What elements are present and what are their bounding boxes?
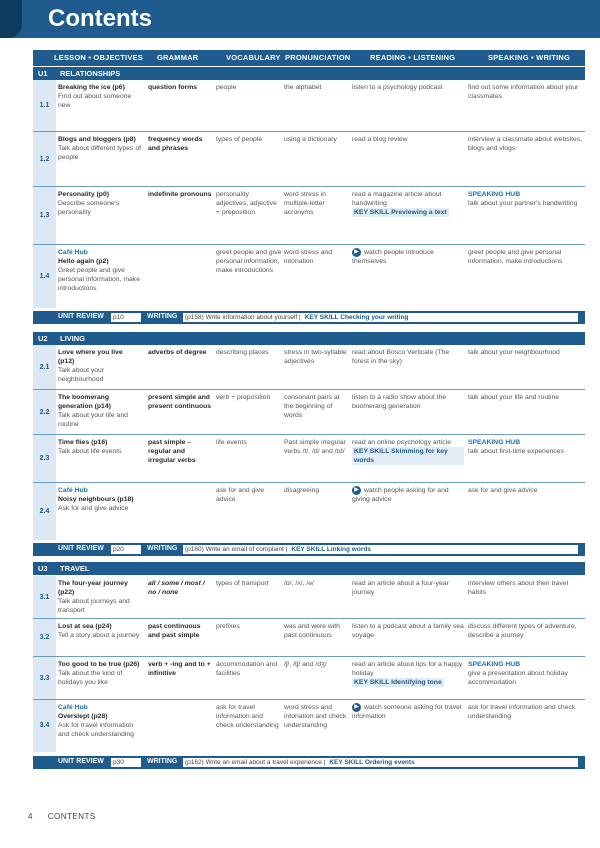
lesson-cell xyxy=(58,248,144,293)
speaking-writing-cell xyxy=(468,622,584,640)
unit-review-bar xyxy=(33,311,585,324)
reading-listening-label: watch people asking for and giving advice xyxy=(352,487,449,503)
pronunciation-text: /ɒ/, /ʌ/, /ə/ xyxy=(284,580,314,587)
pronunciation-text: word stress and intonation xyxy=(284,249,332,265)
reading-listening-cell xyxy=(352,486,464,504)
speaking-writing-cell xyxy=(468,486,584,495)
footer-label: CONTENTS xyxy=(47,812,96,821)
speaking-text: ask for and give advice xyxy=(468,487,538,494)
reading-listening-cell xyxy=(352,348,464,366)
lesson-number: 1.4 xyxy=(33,245,56,308)
speaking-writing-cell xyxy=(468,135,584,153)
lesson-title[interactable]: Time flies (p16) xyxy=(58,439,108,446)
lesson-cell xyxy=(58,190,144,217)
reading-listening-text: read an article about a four-year journey xyxy=(352,580,449,596)
pronunciation-cell xyxy=(284,703,350,730)
grammar-text: verb + -ing and to + infinitive xyxy=(148,661,211,677)
pronunciation-text: stress in two-syllable adjectives xyxy=(284,349,347,365)
lesson-cell xyxy=(58,660,144,687)
lesson-cell xyxy=(58,438,144,456)
lesson-cell xyxy=(58,486,144,513)
grammar-text: question forms xyxy=(148,84,198,91)
lesson-subtitle: (p22) xyxy=(58,589,75,596)
pronunciation-cell xyxy=(284,486,350,495)
vocabulary-text: personality adjectives, adjective + preposition xyxy=(216,191,277,216)
lesson-title[interactable]: Breaking the ice (p6) xyxy=(58,84,125,91)
row-divider xyxy=(33,244,585,245)
lesson-cell xyxy=(58,83,144,110)
reading-listening-label: watch someone asking for travel information xyxy=(352,704,462,720)
grammar-text: indefinite pronouns xyxy=(148,191,212,198)
lesson-number: 2.2 xyxy=(33,390,56,435)
pronunciation-text: using a dictionary xyxy=(284,136,337,143)
writing-task-text: (p160) Write an email of complaint | xyxy=(185,546,288,553)
grammar-text: past simple – regular and irregular verbs xyxy=(148,439,196,464)
grammar-text: adverbs of degree xyxy=(148,349,207,356)
speaking-hub-label: SPEAKING HUB xyxy=(468,191,521,198)
reading-listening-cell xyxy=(352,190,464,217)
vocabulary-text: ask for and give advice xyxy=(216,487,264,503)
column-header-row xyxy=(33,50,585,66)
reading-listening-label: watch people introduce themselves xyxy=(352,249,434,265)
writing-task[interactable] xyxy=(183,758,578,767)
pronunciation-cell xyxy=(284,248,350,266)
reading-listening-cell xyxy=(352,248,464,266)
lesson-objective: Find out about someone new xyxy=(58,93,132,109)
pronunciation-text: consonant pairs at the beginning of words xyxy=(284,394,340,419)
lesson-title[interactable]: Blogs and bloggers (p8) xyxy=(58,136,136,143)
lesson-objective: Greet people and give personal information, make introductions xyxy=(58,267,140,292)
pronunciation-cell xyxy=(284,660,350,669)
lesson-cell xyxy=(58,135,144,162)
speaking-writing-cell xyxy=(468,348,584,357)
unit-name: RELATIONSHIPS xyxy=(60,69,121,78)
vocabulary-text: types of transport xyxy=(216,580,269,587)
key-skill-badge: KEY SKILL Previewing a text xyxy=(354,209,447,216)
speaking-writing-cell xyxy=(468,83,584,101)
unit-header xyxy=(33,67,585,80)
lesson-subtitle: Overslept (p28) xyxy=(58,713,108,720)
lesson-title[interactable]: The four-year journey xyxy=(58,580,128,587)
vocabulary-cell xyxy=(216,248,282,275)
lesson-cell xyxy=(58,622,144,640)
reading-listening-cell xyxy=(352,393,464,411)
speaking-text: ask for travel information and check understanding xyxy=(468,704,576,720)
vocabulary-cell xyxy=(216,703,282,730)
writing-key-skill: KEY SKILL Linking words xyxy=(291,546,371,553)
grammar-text: past continuous and past simple xyxy=(148,623,201,639)
grammar-cell xyxy=(148,622,214,640)
lesson-cell xyxy=(58,579,144,615)
reading-listening-text: listen to a podcast about a family sea voyage xyxy=(352,623,464,639)
grammar-text: frequency words and phrases xyxy=(148,136,203,152)
grammar-cell xyxy=(148,393,214,411)
vocabulary-cell xyxy=(216,83,282,92)
lesson-objective: Talk about your neighbourhood xyxy=(58,367,105,383)
unit-code: U3 xyxy=(38,564,48,573)
grammar-cell xyxy=(148,348,214,357)
unit-name: LIVING xyxy=(60,334,86,343)
speaking-writing-cell xyxy=(468,248,584,266)
page-title: Contents xyxy=(48,5,152,32)
lesson-cell xyxy=(58,393,144,429)
lesson-objective: Tell a story about a journey xyxy=(58,632,140,639)
lesson-cell xyxy=(58,703,144,739)
col-grammar: GRAMMAR xyxy=(157,53,199,62)
writing-key-skill: KEY SKILL Checking your writing xyxy=(304,314,409,321)
vocabulary-text: prefixes xyxy=(216,623,240,630)
speaking-hub-label: SPEAKING HUB xyxy=(468,439,521,446)
pronunciation-cell xyxy=(284,348,350,366)
vocabulary-cell xyxy=(216,579,282,588)
speaking-text: interview a classmate about websites, blogs and vlogs xyxy=(468,136,583,152)
pronunciation-text: word stress in multiple-letter acronyms xyxy=(284,191,326,216)
lesson-title[interactable]: Café Hub xyxy=(58,249,88,256)
play-video-icon[interactable]: ▶ xyxy=(352,703,361,712)
vocabulary-cell xyxy=(216,438,282,447)
unit-header xyxy=(33,562,585,575)
lesson-number: 2.4 xyxy=(33,483,56,540)
lesson-objective: Ask for and give advice xyxy=(58,505,129,512)
play-video-icon[interactable]: ▶ xyxy=(352,248,361,257)
speaking-text: greet people and give personal information, make introductions xyxy=(468,249,563,265)
reading-listening-cell xyxy=(352,83,464,92)
speaking-text: talk about your neighbourhood xyxy=(468,349,560,356)
grammar-text: present simple and present continuous xyxy=(148,394,212,410)
vocabulary-text: greet people and give personal information, make introductions xyxy=(216,249,282,274)
speaking-writing-cell xyxy=(468,190,584,208)
unit-code: U2 xyxy=(38,334,48,343)
speaking-text: find out some information about your classmates xyxy=(468,84,579,100)
reading-listening-text: read a magazine article about handwriting xyxy=(352,191,442,207)
vocabulary-text: ask for travel information and check understanding xyxy=(216,704,279,729)
row-divider xyxy=(33,482,585,483)
grammar-cell xyxy=(148,438,214,465)
reading-listening-cell xyxy=(352,660,464,687)
lesson-number: 3.2 xyxy=(33,619,56,657)
page-number: 4 xyxy=(28,812,33,821)
writing-task-text: (p162) Write an email about a travel experience | xyxy=(185,759,326,766)
pronunciation-cell xyxy=(284,393,350,420)
play-video-icon[interactable]: ▶ xyxy=(352,486,361,495)
col-lesson-objectives: LESSON • OBJECTIVES xyxy=(54,53,143,62)
grammar-cell xyxy=(148,83,214,92)
lesson-objective: Describe someone's personality xyxy=(58,200,120,216)
vocabulary-text: people xyxy=(216,84,237,91)
speaking-text: interview others about their travel habits xyxy=(468,580,569,596)
speaking-hub-label: SPEAKING HUB xyxy=(468,661,521,668)
lesson-number: 1.2 xyxy=(33,132,56,187)
speaking-writing-cell xyxy=(468,393,584,402)
unit-review-label: UNIT REVIEW xyxy=(58,545,104,552)
unit-review-page[interactable]: p20 xyxy=(111,545,141,554)
speaking-writing-cell xyxy=(468,703,584,721)
row-divider xyxy=(33,186,585,187)
lesson-number: 2.3 xyxy=(33,435,56,483)
unit-review-label: UNIT REVIEW xyxy=(58,758,104,765)
lesson-objective: Ask for travel information and check understanding xyxy=(58,722,134,738)
unit-review-bar xyxy=(33,756,585,769)
lesson-title[interactable]: Personality (p0) xyxy=(58,191,109,198)
reading-listening-cell xyxy=(352,438,464,465)
grammar-cell xyxy=(148,135,214,153)
pronunciation-cell xyxy=(284,135,350,144)
reading-listening-text xyxy=(352,248,464,266)
col-vocabulary: VOCABULARY xyxy=(226,53,281,62)
writing-task[interactable] xyxy=(183,545,578,554)
reading-listening-cell xyxy=(352,622,464,640)
pronunciation-text: disagreeing xyxy=(284,487,320,494)
header-banner xyxy=(0,0,600,38)
row-divider xyxy=(33,434,585,435)
lesson-objective: Talk about your life and routine xyxy=(58,412,128,428)
pronunciation-cell xyxy=(284,438,350,456)
lesson-number: 1.3 xyxy=(33,187,56,245)
row-divider xyxy=(33,618,585,619)
unit-review-label: UNIT REVIEW xyxy=(58,313,104,320)
lesson-subtitle: Hello again (p2) xyxy=(58,258,109,265)
lesson-title[interactable]: The boomerang generation (p14) xyxy=(58,394,111,410)
lesson-number: 2.1 xyxy=(33,345,56,390)
lesson-subtitle: (p12) xyxy=(58,358,75,365)
vocabulary-text: accommodation and facilities xyxy=(216,661,278,677)
lesson-title[interactable]: Café Hub xyxy=(58,487,88,494)
lesson-number: 3.1 xyxy=(33,576,56,619)
col-pronunciation: PRONUNCIATION xyxy=(285,53,351,62)
row-divider xyxy=(33,389,585,390)
pronunciation-cell xyxy=(284,190,350,217)
speaking-writing-cell xyxy=(468,579,584,597)
writing-label: WRITING xyxy=(147,545,178,552)
lesson-number: 1.1 xyxy=(33,80,56,132)
speaking-writing-cell xyxy=(468,438,584,456)
grammar-cell xyxy=(148,190,214,199)
pronunciation-cell xyxy=(284,622,350,640)
reading-listening-text: read about Bosco Verticale (The forest in the sky) xyxy=(352,349,450,365)
grammar-cell xyxy=(148,579,214,597)
pronunciation-text: /ʃ/, /tʃ/ and /dʒ/ xyxy=(284,661,327,668)
pronunciation-text: Past simple irregular verbs /t/, /d/ and /ɪd/ xyxy=(284,439,346,455)
reading-listening-cell xyxy=(352,579,464,597)
vocabulary-text: types of people xyxy=(216,136,263,143)
writing-label: WRITING xyxy=(147,313,178,320)
lesson-objective: Talk about the kind of holidays you like xyxy=(58,670,123,686)
vocabulary-text: describing places xyxy=(216,349,269,356)
unit-header xyxy=(33,332,585,345)
vocabulary-text: life events xyxy=(216,439,247,446)
row-divider xyxy=(33,656,585,657)
lesson-title[interactable]: Lost at sea (p24) xyxy=(58,623,112,630)
vocabulary-cell xyxy=(216,135,282,144)
grammar-text: all / some / most / no / none xyxy=(148,580,205,596)
reading-listening-text: listen to a radio show about the boomerang generation xyxy=(352,394,447,410)
lesson-objective: Talk about life events xyxy=(58,448,122,455)
speaking-writing-cell xyxy=(468,660,584,687)
col-reading-listening: READING • LISTENING xyxy=(370,53,456,62)
grammar-cell xyxy=(148,660,214,678)
pronunciation-text: was and were with past continuous xyxy=(284,623,340,639)
writing-label: WRITING xyxy=(147,758,178,765)
reading-listening-cell xyxy=(352,135,464,144)
lesson-number: 3.4 xyxy=(33,700,56,752)
vocabulary-cell xyxy=(216,348,282,357)
vocabulary-cell xyxy=(216,486,282,504)
reading-listening-text: read an article about tips for a happy holiday xyxy=(352,661,463,677)
reading-listening-cell xyxy=(352,703,464,721)
vocabulary-text: verb + preposition xyxy=(216,394,271,401)
speaking-text: talk about first-time experiences xyxy=(468,448,564,455)
reading-listening-text xyxy=(352,486,464,504)
reading-listening-text xyxy=(352,703,464,721)
pronunciation-text: word stress and intonation and check understanding xyxy=(284,704,347,729)
unit-code: U1 xyxy=(38,69,48,78)
banner-accent xyxy=(0,0,22,38)
pronunciation-cell xyxy=(284,83,350,92)
reading-listening-text: listen to a psychology podcast xyxy=(352,84,443,91)
lesson-title[interactable]: Too good to be true (p26) xyxy=(58,661,140,668)
lesson-title[interactable]: Café Hub xyxy=(58,704,88,711)
speaking-text: talk about your life and routine xyxy=(468,394,560,401)
reading-listening-text: read a blog review xyxy=(352,136,408,143)
speaking-text: discuss different types of adventure, describe a journey xyxy=(468,623,577,639)
pronunciation-cell xyxy=(284,579,350,588)
unit-review-page[interactable]: p30 xyxy=(111,758,141,767)
pronunciation-text: the alphabet xyxy=(284,84,322,91)
unit-name: TRAVEL xyxy=(60,564,90,573)
key-skill-badge: KEY SKILL Identifying tone xyxy=(354,679,442,686)
lesson-subtitle: Noisy neighbours (p18) xyxy=(58,496,134,503)
page-footer xyxy=(28,812,96,821)
vocabulary-cell xyxy=(216,622,282,631)
lesson-objective: Talk about journeys and transport xyxy=(58,598,130,614)
speaking-text: give a presentation about holiday accommodation xyxy=(468,670,568,686)
vocabulary-cell xyxy=(216,190,282,217)
row-divider xyxy=(33,699,585,700)
lesson-number: 3.3 xyxy=(33,657,56,700)
vocabulary-cell xyxy=(216,393,282,402)
lesson-title[interactable]: Love where you live xyxy=(58,349,123,356)
writing-task[interactable] xyxy=(183,313,578,322)
lesson-objective: Talk about different types of people xyxy=(58,145,141,161)
writing-key-skill: KEY SKILL Ordering events xyxy=(329,759,415,766)
unit-review-page[interactable]: p10 xyxy=(111,313,141,322)
writing-task-text: (p158) Write information about yourself | xyxy=(185,314,301,321)
lesson-cell xyxy=(58,348,144,384)
row-divider xyxy=(33,131,585,132)
col-speaking-writing: SPEAKING • WRITING xyxy=(488,53,571,62)
vocabulary-cell xyxy=(216,660,282,678)
reading-listening-text: read an online psychology article xyxy=(352,439,451,446)
unit-review-bar xyxy=(33,543,585,556)
key-skill-badge: KEY SKILL Skimming for key words xyxy=(352,447,464,465)
speaking-text: talk about your partner's handwriting xyxy=(468,200,578,207)
